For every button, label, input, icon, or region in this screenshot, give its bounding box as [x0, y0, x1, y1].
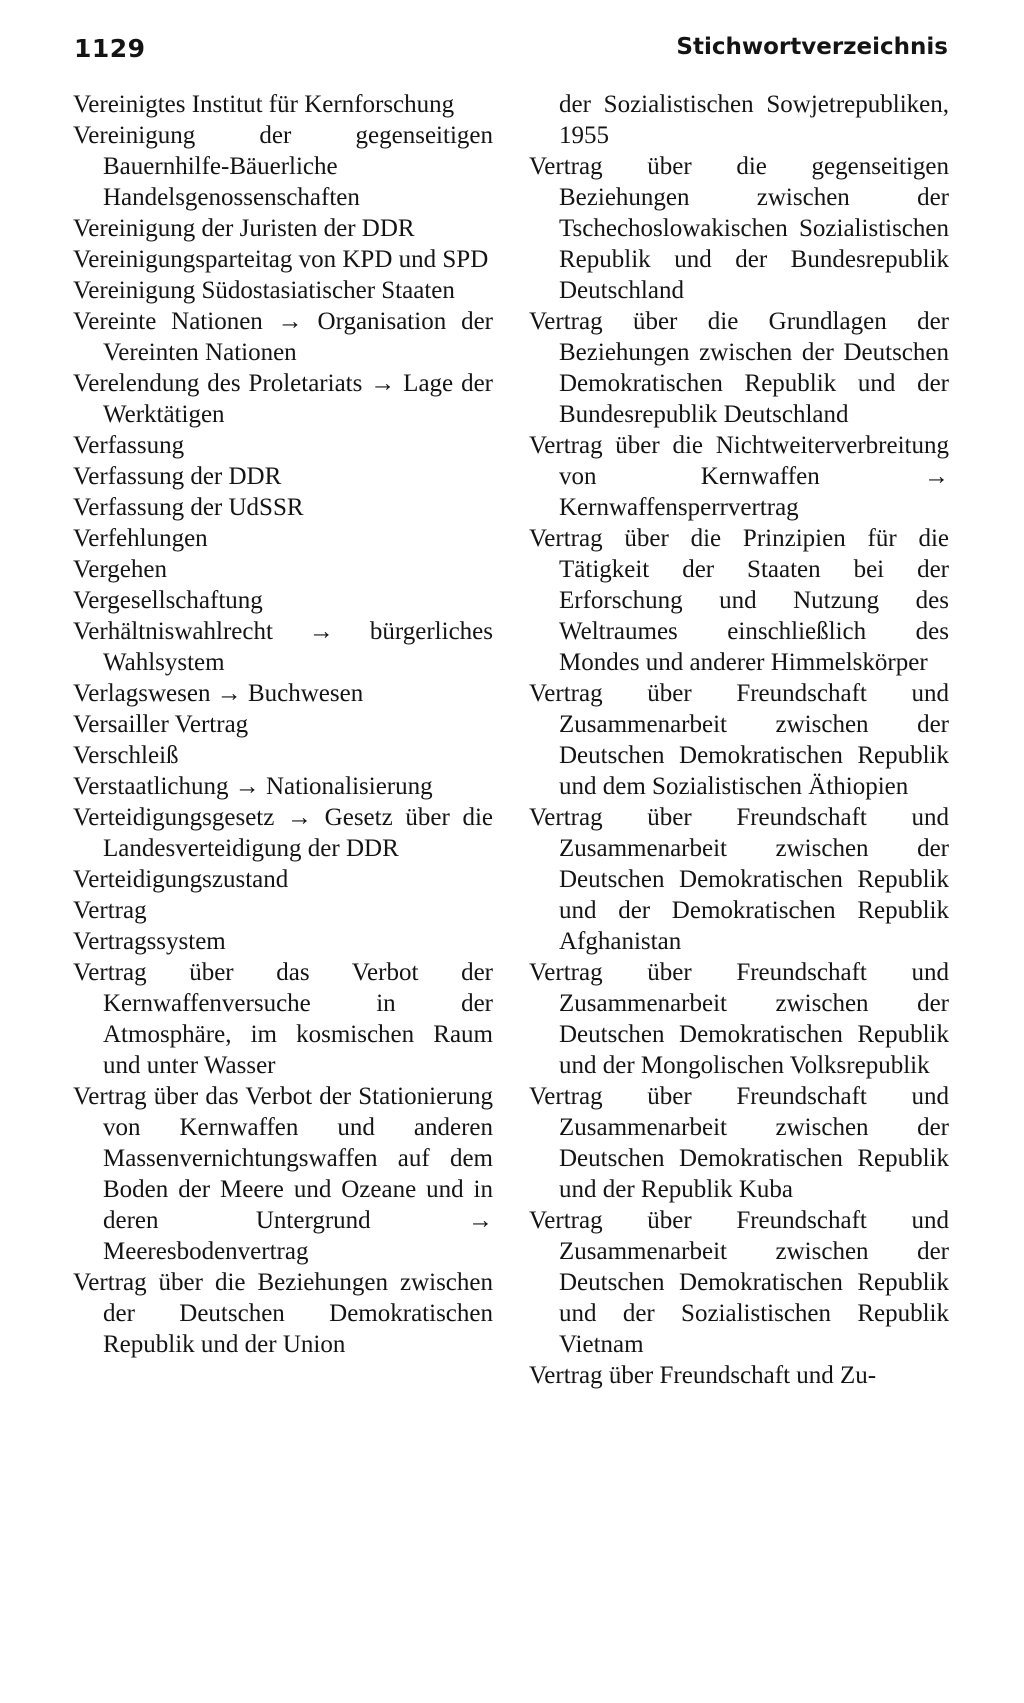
index-entry: Vertrag über die Grundlagen der Beziehungen zwischen der Deutschen Demokratischen Republik und der Bundesrepublik Deutschland	[529, 308, 949, 428]
index-entry: Vertrag über die Beziehungen zwischen der Deutschen Demokratischen Republik und der Union	[73, 1269, 493, 1358]
index-entry: Vereinigtes Institut für Kernforschung	[73, 91, 455, 118]
right-column	[529, 89, 949, 1391]
index-entry: Vertrag über Freundschaft und Zusammenarbeit zwischen der Deutschen Demokratischen Republik und der Sozialistischen Republik Vietnam	[529, 1207, 949, 1358]
index-entry: Verteidigungszustand	[73, 866, 289, 893]
index-entry: Vertrag über die Prinzipien für die Tätigkeit der Staaten bei der Erforschung und Nutzung des Weltraumes einschließlich des Mondes und anderer Himmelskörper	[529, 525, 949, 676]
left-column	[73, 89, 493, 1360]
index-entry: Verfassung der UdSSR	[73, 494, 304, 521]
index-entry: Vereinigungsparteitag von KPD und SPD	[73, 246, 489, 273]
index-entry: Versailler Vertrag	[73, 711, 249, 738]
index-entry: Vertrag über Freundschaft und Zusammenarbeit zwischen der Deutschen Demokratischen Republik und der Demokratischen Republik Afghanistan	[529, 804, 949, 955]
index-entry: Verfehlungen	[73, 525, 208, 552]
index-entry: Vertrag über Freundschaft und Zusammenarbeit zwischen der Deutschen Demokratischen Republik und der Mongolischen Volksrepublik	[529, 959, 949, 1079]
index-entry: Vertrag über die Nichtweiterverbreitung von Kernwaffen → Kernwaffensperrvertrag	[529, 432, 949, 521]
index-entry: Verschleiß	[73, 742, 179, 769]
index-entry: Vertrag über das Verbot der Stationierung von Kernwaffen und anderen Massenvernichtungswaffen auf dem Boden der Meere und Ozeane und in deren Untergrund → Meeresbodenvertrag	[73, 1083, 493, 1265]
index-entry: Verstaatlichung → Nationalisierung	[73, 773, 433, 800]
index-entry: Vertrag über Freundschaft und Zu-	[529, 1362, 877, 1389]
index-entry: Vergehen	[73, 556, 167, 583]
index-entry: Vereinigung der gegenseitigen Bauernhilfe-Bäuerliche Handelsgenossenschaften	[73, 122, 493, 211]
index-entry: Vertrag über Freundschaft und Zusammenarbeit zwischen der Deutschen Demokratischen Republik und dem Sozialistischen Äthiopien	[529, 680, 949, 800]
index-entry: Verfassung der DDR	[73, 463, 282, 490]
index-entry: Vertrag	[73, 897, 147, 924]
page-number: 1129	[74, 34, 146, 63]
index-entry: Verfassung	[73, 432, 185, 459]
index-entry: Verhältniswahlrecht → bürgerliches Wahlsystem	[73, 618, 493, 676]
index-entry: Vertrag über Freundschaft und Zusammenarbeit zwischen der Deutschen Demokratischen Republik und der Republik Kuba	[529, 1083, 949, 1203]
index-entry: Vereinte Nationen → Organisation der Vereinten Nationen	[73, 308, 493, 366]
index-entry: Verelendung des Proletariats → Lage der Werktätigen	[73, 370, 493, 428]
index-entry-continuation: der Sozialistischen Sowjetrepubliken, 1955	[559, 91, 949, 149]
index-entry: Vertrag über das Verbot der Kernwaffenversuche in der Atmosphäre, im kosmischen Raum und unter Wasser	[73, 959, 493, 1079]
index-entry: Vertragssystem	[73, 928, 226, 955]
index-entry: Vereinigung Südostasiatischer Staaten	[73, 277, 455, 304]
index-entry: Vereinigung der Juristen der DDR	[73, 215, 415, 242]
index-entry: Verteidigungsgesetz → Gesetz über die Landesverteidigung der DDR	[73, 804, 493, 862]
index-entry: Vergesellschaftung	[73, 587, 263, 614]
index-entry: Vertrag über die gegenseitigen Beziehungen zwischen der Tschechoslowakischen Sozialistischen Republik und der Bundesrepublik Deutschland	[529, 153, 949, 304]
running-head: Stichwortverzeichnis	[676, 34, 948, 60]
page-header	[74, 34, 948, 70]
index-entry: Verlagswesen → Buchwesen	[73, 680, 364, 707]
